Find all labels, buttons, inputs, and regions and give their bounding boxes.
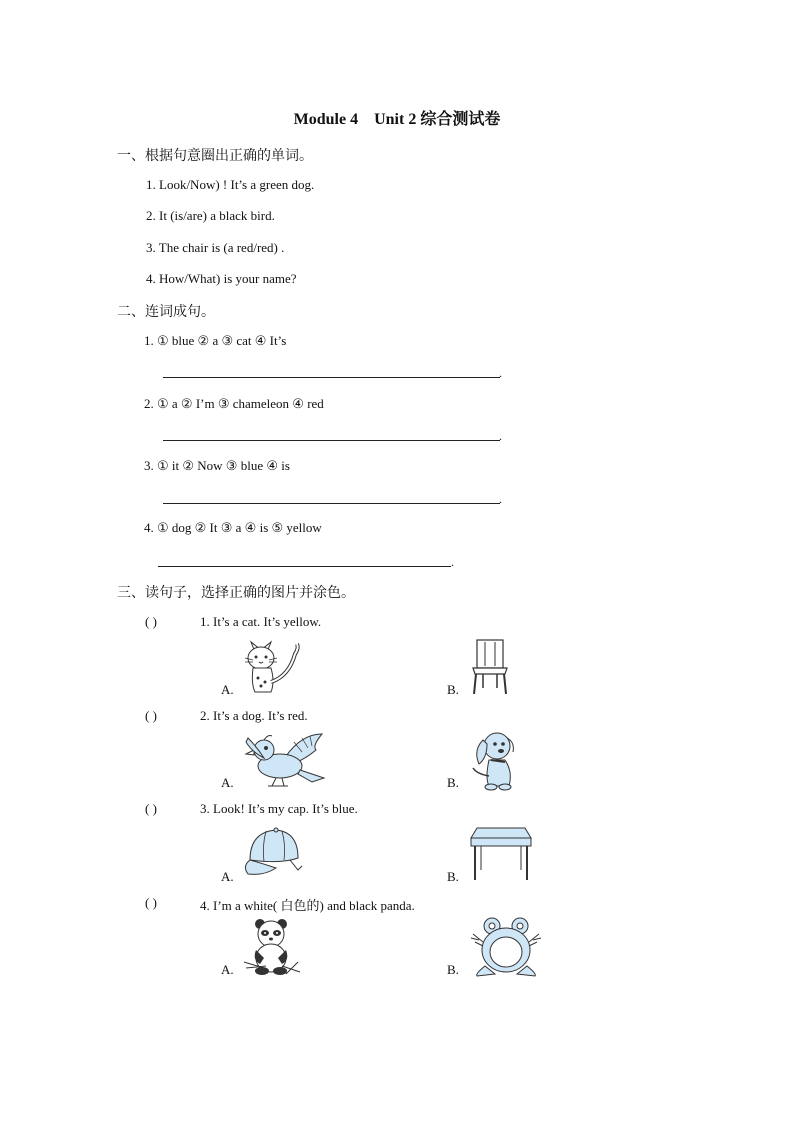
section1-item-2: 2. It (is/are) a black bird. (146, 208, 275, 223)
answer-paren-2[interactable]: ( ) (145, 708, 157, 723)
question-3-text: 3. Look! It’s my cap. It’s blue. (200, 801, 358, 816)
q2-option-b-label: B. (447, 775, 459, 790)
section1-item-1: 1. Look/Now) ! It’s a green dog. (146, 177, 315, 192)
desk-icon[interactable] (469, 826, 533, 882)
q4-option-a-label: A. (221, 962, 234, 977)
section3-heading: 三、读句子，选择正确的图片并涂色。 (117, 585, 355, 601)
q1-option-a-label: A. (221, 682, 234, 697)
section2-item-3: 3. ① it ② Now ③ blue ④ is (144, 458, 290, 473)
question-2-text: 2. It’s a dog. It’s red. (200, 708, 308, 723)
section2-item-2: 2. ① a ② I’m ③ chameleon ④ red (144, 396, 324, 411)
section2-item-1: 1. ① blue ② a ③ cat ④ It’s (144, 333, 287, 348)
q2-option-a-label: A. (221, 775, 234, 790)
section1-item-3: 3. The chair is (a red/red) . (146, 240, 285, 255)
answer-paren-3[interactable]: ( ) (145, 801, 157, 816)
q4-option-b-label: B. (447, 962, 459, 977)
answer-line-1[interactable] (163, 377, 500, 378)
end-mark-2: . (499, 429, 502, 443)
page-title: Module 4 Unit 2 综合测试卷 (293, 111, 501, 128)
cat-icon[interactable] (241, 636, 301, 696)
panda-icon[interactable] (242, 918, 302, 976)
section1-item-4: 4. How/What) is your name? (146, 271, 297, 286)
frog-icon[interactable] (469, 916, 543, 978)
question-1-text: 1. It’s a cat. It’s yellow. (200, 614, 322, 629)
cap-icon[interactable] (242, 826, 304, 878)
end-mark-4: . (451, 555, 454, 569)
dog-icon[interactable] (469, 730, 519, 792)
bird-icon[interactable] (242, 730, 326, 788)
answer-paren-4[interactable]: ( ) (145, 895, 157, 910)
chair-icon[interactable] (469, 638, 511, 696)
answer-line-3[interactable] (163, 503, 500, 504)
section2-heading: 二、连词成句。 (117, 304, 215, 320)
answer-line-4[interactable] (158, 566, 451, 567)
section1-heading: 一、根据句意圈出正确的单词。 (117, 148, 313, 164)
q3-option-b-label: B. (447, 869, 459, 884)
answer-paren-1[interactable]: ( ) (145, 614, 157, 629)
q3-option-a-label: A. (221, 869, 234, 884)
question-4-text: 4. I’m a white( 白色的) and black panda. (200, 898, 415, 913)
answer-line-2[interactable] (163, 440, 500, 441)
q1-option-b-label: B. (447, 682, 459, 697)
section2-item-4: 4. ① dog ② It ③ a ④ is ⑤ yellow (144, 520, 322, 535)
end-mark-1: . (499, 366, 502, 380)
end-mark-3: . (499, 492, 502, 506)
